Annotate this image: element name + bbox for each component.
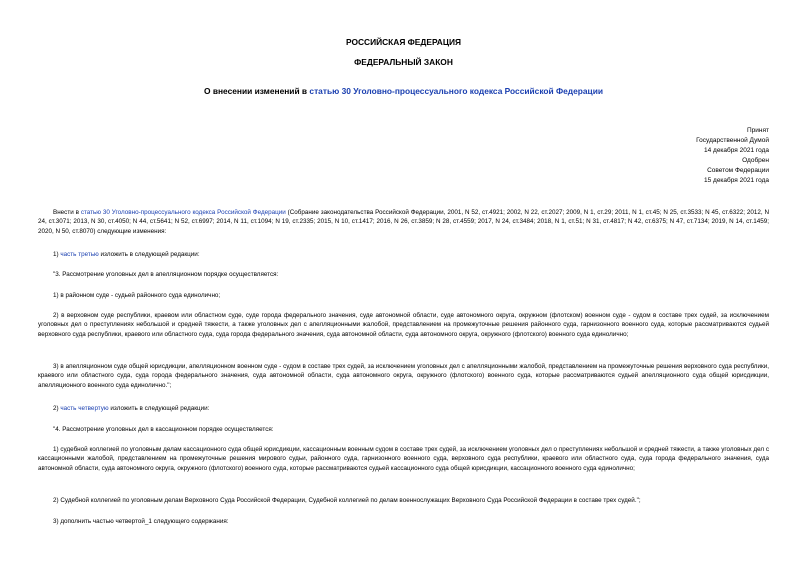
law-title-prefix: О внесении изменений в: [203, 86, 310, 96]
item2-rest: изложить в следующей редакции:: [108, 405, 210, 412]
part3-item1: 1) в районном суде - судьей районного суда единолично;: [53, 292, 221, 299]
acceptance-line: Советом Федерации: [707, 167, 769, 174]
item2-prefix: 2): [53, 405, 61, 412]
country-heading: РОССИЙСКАЯ ФЕДЕРАЦИЯ: [345, 37, 462, 47]
intro-paragraph: [38, 208, 769, 236]
item1-link[interactable]: часть третью: [60, 251, 99, 258]
acceptance-line: 15 декабря 2021 года: [703, 177, 769, 184]
acceptance-line: 14 декабря 2021 года: [703, 147, 769, 154]
item3-paragraph: 3) дополнить частью четвертой_1 следующего содержания:: [53, 518, 229, 525]
law-title-link[interactable]: статью 30 Уголовно-процессуального кодекса Российской Федерации: [309, 86, 604, 96]
item1-paragraph: [38, 250, 769, 259]
acceptance-line: Принят: [746, 127, 769, 134]
intro-rest: (Собрание законодательства Российской Федерации, 2001, N 52, ст.4921; 2002, N 22, ст.2027; 2009, N 1, ст.29; 2011, N 1, ст.45; N 25, ст.3533; N 45, ст.6322; 2012, N 24, ст.3071; 2013, N 30, ст.4050; N 44, ст.5641; N 52, ст.6997; 2014, N 11, ст.1094; N 19, ст.2335; 2015, N 10, ст.1417; 2016, N 26, ст.3859; N 28, ст.4559; 2017, N 24, ст.3484; 2018, N 1, ст.51; N 31, ст.4817; N 42, ст.6375; N 47, ст.7134; 2019, N 14, ст.1459; 2020, N 50, ст.8070) следующие изменения:: [38, 209, 770, 235]
part4-intro: "4. Рассмотрение уголовных дел в кассационном порядке осуществляется:: [53, 426, 274, 433]
intro-prefix: Внести в: [53, 209, 81, 216]
part4-item2: 2) Судебной коллегией по уголовным делам Верховного Суда Российской Федерации, Судебной коллегией по делам военнослужащих Верховного Суда Российской Федерации в составе трех судей.";: [53, 497, 641, 504]
item1-prefix: 1): [53, 251, 61, 258]
part3-item3: 3) в апелляционном суде общей юрисдикции, апелляционном военном суде - судом в составе трех судей, за исключением уголовных дел с апелляционными жалобой, представлением на промежуточные решения верховного суда республики, краевого или областного суда, суда города федерального значения, суда автономной области, суда автономного округа, окружного (флотского) военного суда, которые рассматриваются судьей апелляционного суда общей юрисдикции, апелляционного военного суда единолично.";: [38, 363, 769, 389]
part4-item1: 1) судебной коллегией по уголовным делам кассационного суда общей юрисдикции, кассационным военным судом в составе трех судей, за исключением уголовных дел о преступлениях небольшой и средней тяжести, а также уголовных дел с кассационными жалобой, представлением на промежуточные решения мирового судьи, районного суда, гарнизонного военного суда, верховного суда республики, краевого или областного суда, суда города федерального значения, суда автономной области, суда автономного округа, окружного (флотского) военного суда, которые рассматриваются судьей кассационного суда общей юрисдикции, кассационного военного суда единолично;: [38, 446, 769, 472]
part3-item2: 2) в верховном суде республики, краевом или областном суде, суде города федерального значения, суде автономной области, суде автономного округа, окружном (флотском) военном суде - судом в составе трех судей, за исключением уголовных дел о преступлениях небольшой и средней тяжести, а также уголовных дел с апелляционными жалобой, представлением на промежуточные решения районного суда, гарнизонного военного суда, которые рассматриваются судьей верховного суда республики, краевого или областного суда, суда города федерального значения, суда автономной области, суда автономного округа, окружного (флотского) военного суда единолично;: [38, 312, 769, 338]
item2-paragraph: [38, 404, 769, 413]
acceptance-block: [569, 126, 769, 186]
law-type-heading: ФЕДЕРАЛЬНЫЙ ЗАКОН: [354, 57, 453, 67]
part3-intro: "3. Рассмотрение уголовных дел в апелляционном порядке осуществляется:: [53, 271, 279, 278]
law-title: [0, 86, 807, 96]
intro-link[interactable]: статью 30 Уголовно-процессуального кодекса Российской Федерации: [80, 209, 286, 216]
item2-link[interactable]: часть четвертую: [60, 405, 109, 412]
acceptance-line: Одобрен: [742, 157, 769, 164]
item1-rest: изложить в следующей редакции:: [98, 251, 200, 258]
acceptance-line: Государственной Думой: [696, 137, 769, 144]
